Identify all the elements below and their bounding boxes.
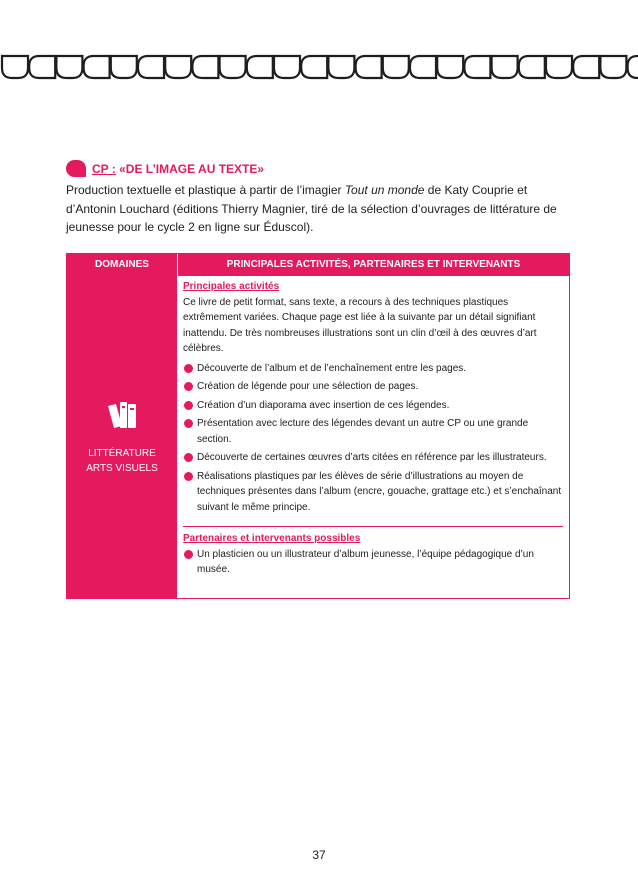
list-item: Création d’un diaporama avec insertion de ces légendes. [183, 398, 563, 414]
page-number: 37 [312, 848, 326, 862]
bullet-icon [184, 364, 193, 373]
intro-after: de Katy Couprie et d’Antonin Louchard (éditions Thierry Magnier, tiré de la sélection d’ouvrages de littérature de jeunesse pour le cycle 2 en ligne sur Éduscol). [66, 183, 557, 234]
decorative-tab-shape [165, 56, 191, 78]
decorative-tab-shape [192, 56, 218, 78]
domain-literature: LITTÉRATURE [88, 448, 156, 459]
book-description: Ce livre de petit format, sans texte, a recours à des techniques plastiques extrêmement variées. Chaque page est liée à la suivante par un détail signifiant inattendu. De très nombreuses illustrations sont un clin d’œil à des œuvres d’art célèbres. [183, 296, 537, 354]
bullet-icon [184, 550, 193, 559]
list-item: Présentation avec lecture des légendes devant un autre CP ou une grande section. [183, 416, 563, 447]
decorative-tab-shape [2, 56, 28, 78]
bullet-icon [184, 453, 193, 462]
decorative-tab-shape [600, 56, 626, 78]
partners-section [183, 527, 563, 578]
section-heading [66, 160, 264, 177]
decorative-tab-shape [247, 56, 273, 78]
decorative-tab-border [0, 52, 638, 82]
decorative-tab-shape [492, 56, 518, 78]
main-activities-section [183, 276, 563, 527]
heading-text: «DE L’IMAGE AU TEXTE» [115, 161, 265, 176]
decorative-tab-shape [111, 56, 137, 78]
header-domaines: DOMAINES [67, 254, 178, 276]
heading-bullet-icon [66, 160, 86, 177]
activities-table [66, 253, 570, 599]
decorative-tab-shape [519, 56, 545, 78]
decorative-tab-shape [301, 56, 327, 78]
main-activities-title: Principales activités [183, 281, 280, 292]
domain-visual-arts: ARTS VISUELS [86, 463, 158, 474]
decorative-tab-shape [437, 56, 463, 78]
bullet-icon [184, 382, 193, 391]
book-title: Tout un monde [344, 183, 425, 197]
activities-cell [177, 276, 569, 598]
decorative-tab-shape [274, 56, 300, 78]
partners-title: Partenaires et intervenants possibles [183, 533, 361, 544]
table-header [67, 254, 569, 276]
bullet-icon [184, 419, 193, 428]
heading-title [92, 162, 264, 176]
decorative-tab-shape [464, 56, 490, 78]
list-item: Découverte de certaines œuvres d’arts citées en référence par les illustrateurs. [183, 450, 563, 466]
activities-list [183, 361, 563, 516]
decorative-tab-shape [328, 56, 354, 78]
header-activites: PRINCIPALES ACTIVITÉS, PARTENAIRES ET INTERVENANTS [226, 259, 521, 270]
bullet-icon [184, 401, 193, 410]
decorative-tab-shape [383, 56, 409, 78]
decorative-tab-shape [546, 56, 572, 78]
decorative-tab-shape [138, 56, 164, 78]
decorative-tab-shape [410, 56, 436, 78]
intro-before: Production textuelle et plastique à partir de l’imagier [66, 183, 345, 197]
decorative-tab-shape [29, 56, 55, 78]
decorative-tab-shape [356, 56, 382, 78]
list-item: Découverte de l’album et de l’enchaînement entre les pages. [183, 361, 563, 377]
partners-list [183, 547, 563, 578]
decorative-tab-shape [220, 56, 246, 78]
intro-paragraph [66, 181, 572, 237]
decorative-tab-shape [573, 56, 599, 78]
list-item: Création de légende pour une sélection de pages. [183, 379, 563, 395]
books-icon [105, 398, 139, 432]
domain-cell [67, 276, 177, 598]
bullet-icon [184, 472, 193, 481]
decorative-tab-shape [84, 56, 110, 78]
list-item: Réalisations plastiques par les élèves de série d’illustrations au moyen de techniques présentes dans l’album (encre, gouache, grattage etc.) et s’enchaînant suivant le même principe. [183, 469, 563, 516]
decorative-tab-shape [56, 56, 82, 78]
table-body [67, 276, 569, 598]
decorative-tab-shape [628, 56, 638, 78]
heading-level: CP : [92, 161, 116, 176]
list-item: Un plasticien ou un illustrateur d’album jeunesse, l’équipe pédagogique d’un musée. [183, 547, 563, 578]
